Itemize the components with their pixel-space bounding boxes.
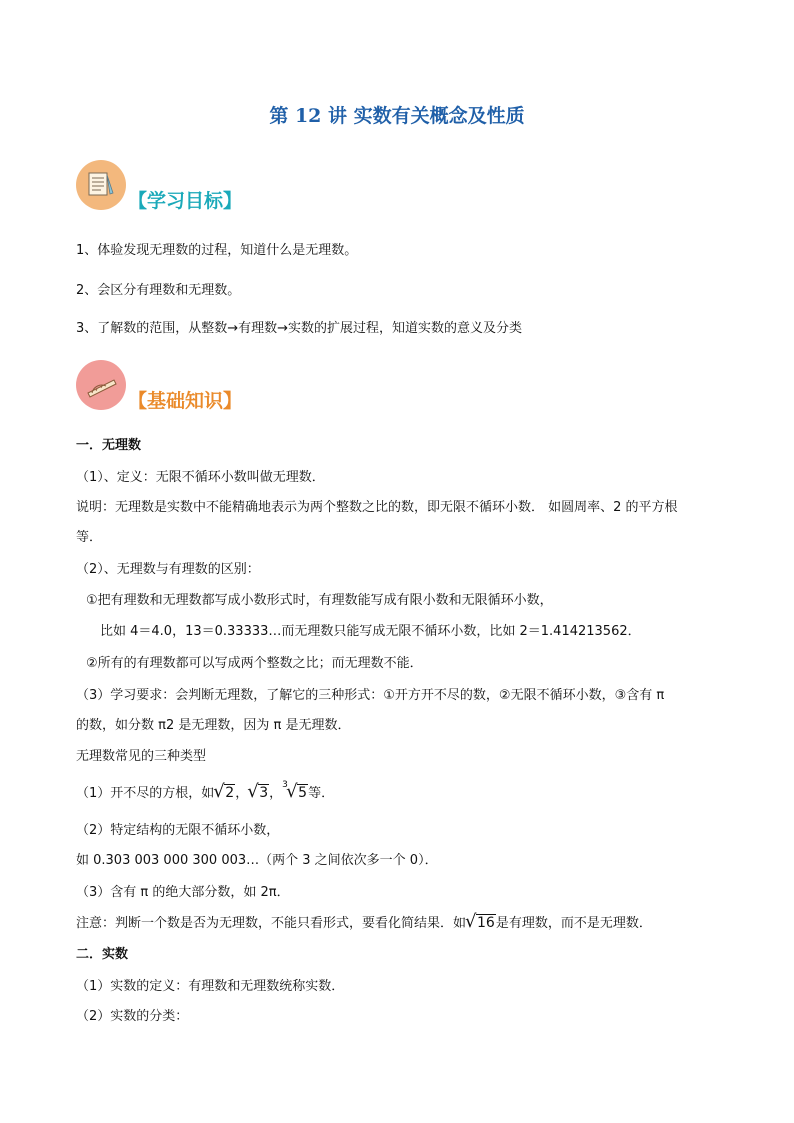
notebook-icon [76,160,126,210]
text: 是有理数，而不是无理数． [495,916,652,931]
paragraph: （2）特定结构的无限不循环小数， [76,823,280,838]
paragraph: ①把有理数和无理数都写成小数形式时，有理数能写成有限小数和无限循环小数， [86,593,553,608]
paragraph-note [76,914,652,933]
paragraph: 的数，如分数 π2 是无理数，因为 π 是无理数． [76,718,351,733]
sqrt-3: √ 3 [249,784,269,803]
text: 注意：判断一个数是否为无理数，不能只看形式，要看化简结果．如 [76,916,467,931]
protractor-icon [76,360,126,410]
paragraph: 无理数常见的三种类型 [76,749,207,764]
paragraph: （3）含有 π 的绝大部分数，如 2π． [76,885,290,900]
text: （1）开不尽的方根，如 [76,786,215,801]
paragraph: （1）实数的定义：有理数和无理数统称实数． [76,979,345,994]
paragraph: 等． [76,530,103,545]
sqrt-16: √ 16 [467,914,496,933]
goal-item: 1、体验发现无理数的过程，知道什么是无理数。 [76,243,358,258]
section-basic-knowledge-label: 【基础知识】 [128,390,243,412]
goal-item: 2、会区分有理数和无理数。 [76,283,241,298]
section-learning-goals-header [76,160,336,212]
section-learning-goals-label: 【学习目标】 [128,190,243,212]
paragraph: 如 0.303 003 000 300 003…（两个 3 之间依次多一个 0）． [76,853,438,868]
heading-irrational: 一．无理数 [76,438,142,453]
text: ， [235,786,249,801]
paragraph: 比如 4＝4.0，13＝0.33333…而无理数只能写成无限不循环小数，比如 2＝1.414213562． [100,624,641,639]
page-title: 第 12 讲 实数有关概念及性质 [269,105,525,127]
paragraph-roots [76,780,335,803]
text: ， [269,786,283,801]
text: 等． [308,786,335,801]
paragraph: （1）、定义：无限不循环小数叫做无理数． [76,470,325,485]
goal-item: 3、了解数的范围，从整数→有理数→实数的扩展过程，知道实数的意义及分类 [76,321,523,336]
heading-real-numbers: 二．实数 [76,947,129,962]
paragraph: （3）学习要求：会判断无理数，了解它的三种形式：①开方开不尽的数，②无限不循环小数，③含有 π [76,688,665,703]
paragraph: 说明：无理数是实数中不能精确地表示为两个整数之比的数，即无限不循环小数． 如圆周率、2 的平方根 [76,500,678,515]
paragraph: （2）实数的分类： [76,1009,189,1024]
paragraph: ②所有的有理数都可以写成两个整数之比；而无理数不能． [86,656,423,671]
sqrt-2: √ 2 [215,784,235,803]
paragraph: （2）、无理数与有理数的区别： [76,562,260,577]
section-basic-knowledge-header [76,360,336,412]
cube-root-5: √ 3 5 [288,784,308,803]
